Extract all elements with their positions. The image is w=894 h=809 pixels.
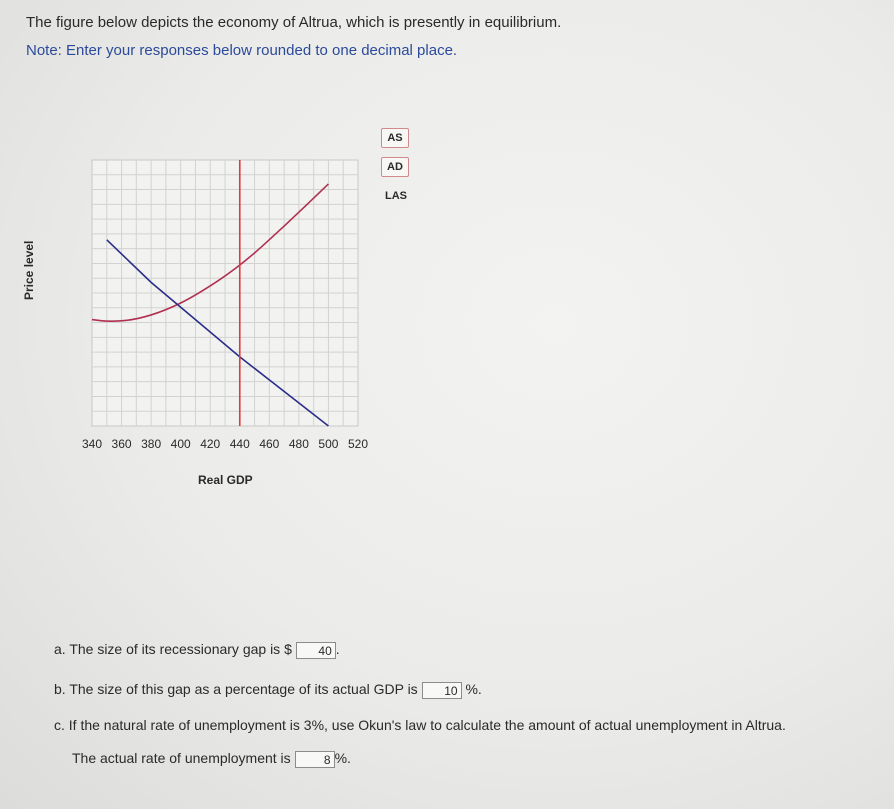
legend-ad-button[interactable]: AD bbox=[381, 157, 409, 177]
x-tick-label: 460 bbox=[259, 437, 280, 451]
question-c2 bbox=[72, 750, 351, 768]
x-tick-label: 440 bbox=[229, 437, 250, 451]
y-axis-label: Price level bbox=[22, 240, 36, 300]
question-b-text: b. The size of this gap as a percentage of its actual GDP is bbox=[54, 681, 418, 697]
x-tick-label: 520 bbox=[347, 437, 369, 451]
note-text: Note: Enter your responses below rounded to one decimal place. bbox=[26, 42, 458, 59]
question-a-suffix: . bbox=[335, 641, 340, 657]
question-c: c. If the natural rate of unemployment is 3%, use Okun's law to calculate the amount of actual unemployment in Altrua. bbox=[54, 717, 786, 733]
gap-percentage-input[interactable]: 10 bbox=[422, 682, 462, 699]
x-tick-label: 500 bbox=[318, 437, 339, 451]
question-a-text: a. The size of its recessionary gap is $ bbox=[54, 641, 292, 657]
question-c2-suffix: %. bbox=[334, 750, 351, 766]
legend-as-button[interactable]: AS bbox=[381, 128, 409, 148]
question-b-suffix: %. bbox=[465, 681, 482, 697]
x-tick-label: 340 bbox=[81, 437, 103, 451]
x-tick-label: 400 bbox=[170, 437, 191, 451]
question-c2-text: The actual rate of unemployment is bbox=[72, 750, 291, 766]
legend-las-button[interactable]: LAS bbox=[385, 190, 407, 202]
recessionary-gap-input[interactable]: 40 bbox=[296, 642, 336, 659]
x-tick-label: 380 bbox=[141, 437, 162, 451]
unemployment-rate-input[interactable]: 8 bbox=[295, 751, 335, 768]
x-axis-label: Real GDP bbox=[198, 473, 253, 487]
intro-text: The figure below depicts the economy of Altrua, which is presently in equilibrium. bbox=[26, 14, 562, 31]
x-tick-label: 480 bbox=[288, 437, 309, 451]
x-tick-label: 420 bbox=[200, 437, 221, 451]
ad-as-chart bbox=[0, 110, 440, 510]
question-a bbox=[54, 641, 340, 659]
question-b bbox=[54, 681, 482, 699]
x-tick-label: 360 bbox=[111, 437, 132, 451]
